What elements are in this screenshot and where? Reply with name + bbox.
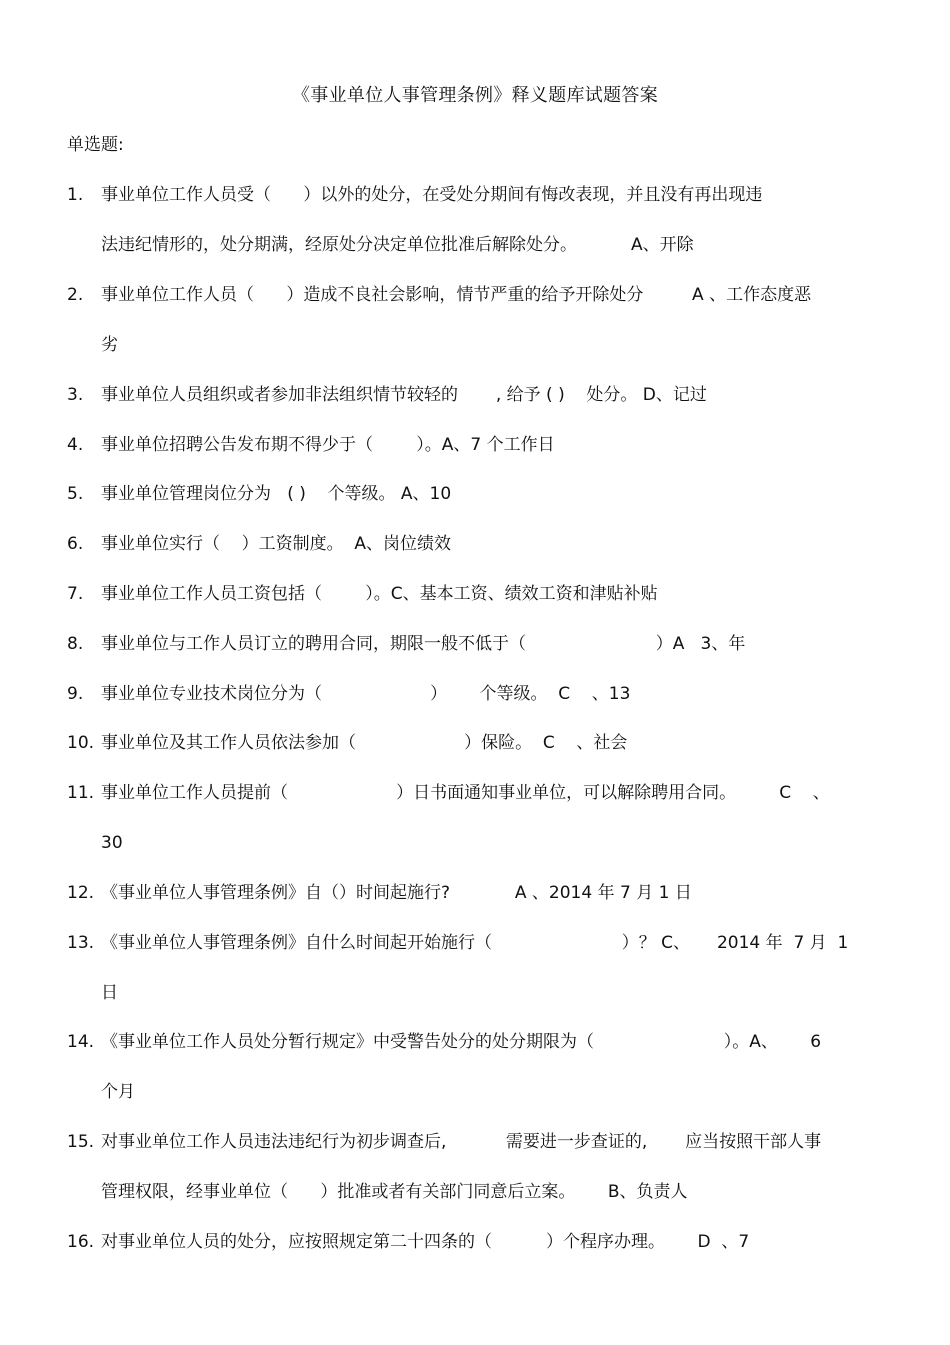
question-item: [67, 382, 887, 432]
question-text: 事业单位工作人员（ ）造成不良社会影响，情节严重的给予开除处分 A 、工作态度恶: [101, 285, 812, 305]
question-text: 个月: [101, 1082, 135, 1102]
question-text: 劣: [101, 335, 118, 355]
question-text: 事业单位与工作人员订立的聘用合同，期限一般不低于（ ）A 3、年: [101, 634, 746, 654]
question-text: 《事业单位工作人员处分暂行规定》中受警告处分的处分期限为（ ）。A、 6: [101, 1032, 822, 1052]
question-text: 事业单位工作人员提前（ ）日书面通知事业单位，可以解除聘用合同。 C 、: [101, 783, 830, 803]
question-text: 日: [101, 983, 118, 1003]
question-text: 事业单位工作人员受（ ）以外的处分，在受处分期间有悔改表现，并且没有再出现违: [101, 185, 763, 205]
question-item: [67, 282, 887, 382]
question-item: [67, 481, 887, 531]
question-number: 11.: [67, 783, 95, 803]
question-number: 2.: [67, 285, 84, 305]
question-number: 1.: [67, 185, 84, 205]
question-item: [67, 1129, 887, 1229]
question-text: 事业单位人员组织或者参加非法组织情节较轻的 , 给予 ( ) 处分。 D、记过: [101, 385, 707, 405]
question-number: 3.: [67, 385, 84, 405]
question-text: 事业单位工作人员工资包括（ ）。C、基本工资、绩效工资和津贴补贴: [101, 584, 658, 604]
question-number: 4.: [67, 435, 84, 455]
question-text: 管理权限，经事业单位（ ）批准或者有关部门同意后立案。 B、负责人: [101, 1182, 688, 1202]
question-text: 对事业单位人员的处分，应按照规定第二十四条的（ ）个程序办理。 D 、7: [101, 1232, 750, 1252]
question-item: [67, 1029, 887, 1129]
question-item: [67, 681, 887, 731]
question-number: 10.: [67, 733, 95, 753]
question-item: [67, 432, 887, 482]
question-item: [67, 930, 887, 1030]
question-number: 14.: [67, 1032, 95, 1052]
question-number: 6.: [67, 534, 84, 554]
question-number: 12.: [67, 883, 95, 903]
question-item: [67, 182, 887, 282]
question-text: 事业单位招聘公告发布期不得少于（ ）。A、7 个工作日: [101, 435, 555, 455]
question-item: [67, 581, 887, 631]
question-text: 法违纪情形的，处分期满，经原处分决定单位批准后解除处分。 A、开除: [101, 235, 694, 255]
question-number: 13.: [67, 933, 95, 953]
question-number: 15.: [67, 1132, 95, 1152]
question-text: 事业单位专业技术岗位分为（ ） 个等级。 C 、13: [101, 684, 631, 704]
question-number: 7.: [67, 584, 84, 604]
question-text: 事业单位及其工作人员依法参加（ ）保险。 C 、社会: [101, 733, 628, 753]
question-item: [67, 730, 887, 780]
question-item: [67, 780, 887, 880]
question-text: 30: [101, 833, 123, 853]
question-item: [67, 631, 887, 681]
question-number: 16.: [67, 1232, 95, 1252]
question-number: 9.: [67, 684, 84, 704]
question-number: 8.: [67, 634, 84, 654]
question-text: 对事业单位工作人员违法违纪行为初步调查后, 需要进一步查证的, 应当按照干部人事: [101, 1132, 822, 1152]
question-text: 《事业单位人事管理条例》自（）时间起施行? A 、2014 年 7 月 1 日: [101, 883, 692, 903]
question-item: [67, 531, 887, 581]
question-item: [67, 880, 887, 930]
question-text: 事业单位管理岗位分为 ( ) 个等级。 A、10: [101, 484, 452, 504]
section-heading: 单选题:: [67, 135, 124, 155]
question-number: 5.: [67, 484, 84, 504]
document-title: 《事业单位人事管理条例》释义题库试题答案: [292, 85, 658, 106]
question-text: 事业单位实行（ ）工资制度。 A、岗位绩效: [101, 534, 452, 554]
question-item: [67, 1229, 887, 1279]
question-text: 《事业单位人事管理条例》自什么时间起开始施行（ ）？ C、 2014 年 7 月 1: [101, 933, 849, 953]
